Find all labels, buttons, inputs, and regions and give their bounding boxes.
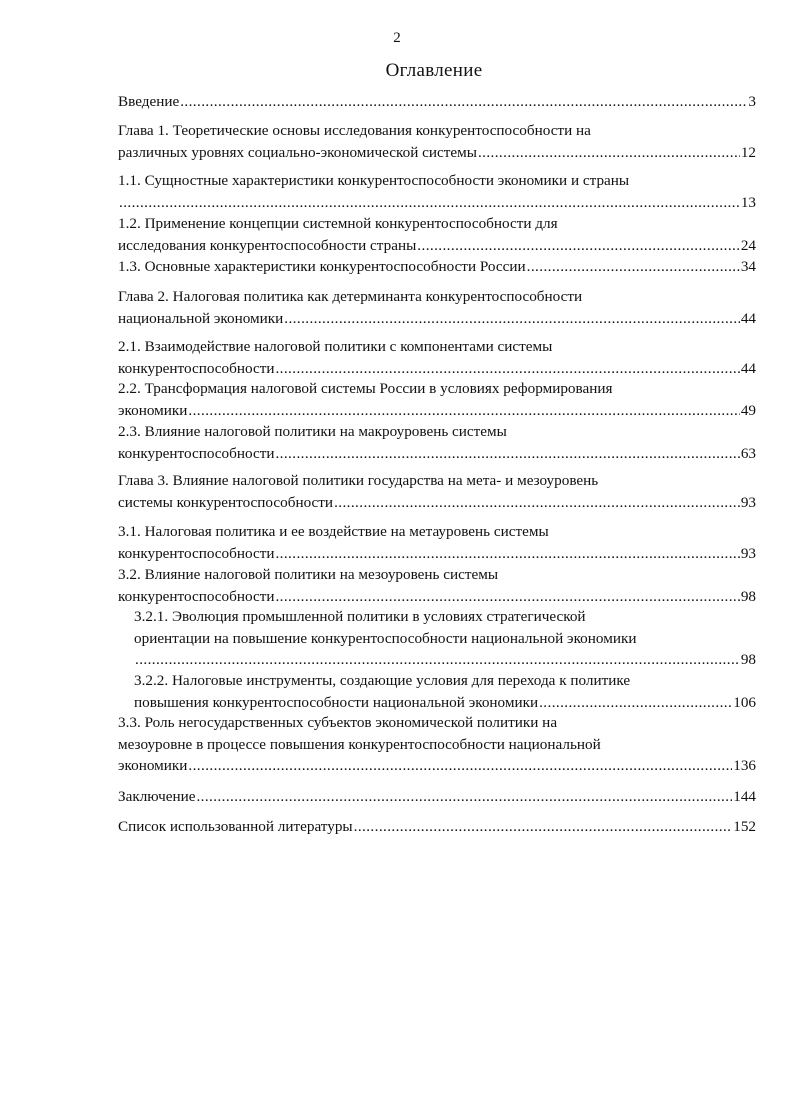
toc-page-number: 12 <box>740 143 756 161</box>
toc-page-number: 152 <box>733 818 756 835</box>
toc-entry-text: различных уровнях социально-экономической системы <box>118 143 477 161</box>
dot-leader <box>527 256 740 278</box>
dot-leader <box>196 786 732 808</box>
toc-page-number: 49 <box>740 401 756 419</box>
toc-entry-text: 3.2.1. Эволюция промышленной политики в условиях стратегической <box>134 608 586 625</box>
toc-entry-text: 2.1. Взаимодействие налоговой политики с компонентами системы <box>118 338 553 355</box>
dot-leader <box>275 443 739 465</box>
dot-leader <box>354 816 733 838</box>
dot-leader <box>539 692 732 714</box>
toc-page-number: 34 <box>740 258 756 275</box>
dot-leader <box>180 91 747 113</box>
toc-entry[interactable] <box>134 606 756 671</box>
toc-entry[interactable] <box>118 521 756 564</box>
toc-entry[interactable] <box>118 170 756 213</box>
toc-entry[interactable] <box>134 670 756 713</box>
toc-entry-text: экономики <box>118 401 188 419</box>
toc-entry-text: 3.2. Влияние налоговой политики на мезоуровень системы <box>118 566 499 583</box>
toc-entry-text: 1.2. Применение концепции системной конкурентоспособности для <box>118 215 558 232</box>
toc-entry[interactable] <box>118 286 756 329</box>
toc-page-number: 13 <box>740 193 756 211</box>
toc-page-number: 44 <box>740 309 756 327</box>
page-number: 2 <box>393 30 401 46</box>
toc-entry[interactable] <box>118 470 756 513</box>
toc-page-number: 93 <box>740 493 756 511</box>
dot-leader <box>334 492 740 514</box>
toc-page-number: 98 <box>740 651 756 668</box>
toc-entry-text: Введение <box>118 93 180 110</box>
toc-entry-text: 1.1. Сущностные характеристики конкурентоспособности экономики и страны <box>118 172 630 189</box>
toc-entry-text: Глава 2. Налоговая политика как детерминанта конкурентоспособности <box>118 288 583 305</box>
toc-entry-text: 3.2.2. Налоговые инструменты, создающие условия для перехода к политике <box>134 672 631 689</box>
toc-entry[interactable] <box>118 712 756 777</box>
toc-entry-text: ориентации на повышение конкурентоспособности национальной экономики <box>134 629 637 647</box>
dot-leader <box>478 142 740 164</box>
toc-entry[interactable] <box>118 213 756 256</box>
toc-entry[interactable] <box>118 378 756 421</box>
dot-leader <box>417 235 740 257</box>
toc-page-number: 63 <box>740 444 756 462</box>
toc-entry-text: Список использованной литературы <box>118 818 353 835</box>
dot-leader <box>188 400 739 422</box>
dot-leader <box>188 755 732 777</box>
toc-entry[interactable] <box>118 816 756 838</box>
toc-entry-text: 2.2. Трансформация налоговой системы России в условиях реформирования <box>118 380 613 397</box>
toc-entry-text: национальной экономики <box>118 309 284 327</box>
toc-entry-text: 2.3. Влияние налоговой политики на макроуровень системы <box>118 423 507 440</box>
toc-entry-text: Глава 1. Теоретические основы исследования конкурентоспособности на <box>118 122 591 139</box>
toc-page-number: 144 <box>733 788 756 805</box>
toc-entry-text: 1.3. Основные характеристики конкурентоспособности России <box>118 258 526 275</box>
toc-entry[interactable] <box>118 564 756 607</box>
toc-entry-text: мезоуровне в процессе повышения конкурентоспособности национальной <box>118 735 601 753</box>
toc-page-number: 136 <box>733 757 756 774</box>
toc-page-number: 93 <box>740 544 756 562</box>
toc-entry-text: Глава 3. Влияние налоговой политики государства на мета- и мезоуровень <box>118 472 599 489</box>
toc-entry-text: повышения конкурентоспособности национальной экономики <box>134 693 539 711</box>
toc-entry-text: исследования конкурентоспособности страны <box>118 236 417 254</box>
toc-entry[interactable] <box>118 786 756 808</box>
toc-title: Оглавление <box>385 60 483 81</box>
toc-page-number: 98 <box>740 587 756 605</box>
toc-entry-text: Заключение <box>118 788 196 805</box>
toc-page-number: 3 <box>748 93 756 110</box>
toc-entry-text: системы конкурентоспособности <box>118 493 334 511</box>
dot-leader <box>135 649 740 671</box>
toc-entry-text: конкурентоспособности <box>118 544 275 562</box>
toc-entry-text: конкурентоспособности <box>118 444 275 462</box>
dot-leader <box>119 192 740 214</box>
toc-entry[interactable] <box>118 120 756 163</box>
toc-page-number: 106 <box>733 693 756 711</box>
dot-leader <box>275 586 739 608</box>
dot-leader <box>275 543 739 565</box>
toc-entry-text: 3.1. Налоговая политика и ее воздействие на метауровень системы <box>118 523 549 540</box>
toc-entry-text: конкурентоспособности <box>118 359 275 377</box>
toc-entry-text: экономики <box>118 757 188 774</box>
dot-leader <box>284 308 740 330</box>
toc-entry[interactable] <box>118 336 756 379</box>
toc-page-number: 44 <box>740 359 756 377</box>
toc-entry-text: конкурентоспособности <box>118 587 275 605</box>
toc-entry[interactable] <box>118 421 756 464</box>
toc-entry[interactable] <box>118 91 756 113</box>
toc-page-number: 24 <box>740 236 756 254</box>
toc-entry-text: 3.3. Роль негосударственных субъектов экономической политики на <box>118 714 558 731</box>
dot-leader <box>275 358 739 380</box>
toc-entry[interactable] <box>118 256 756 278</box>
